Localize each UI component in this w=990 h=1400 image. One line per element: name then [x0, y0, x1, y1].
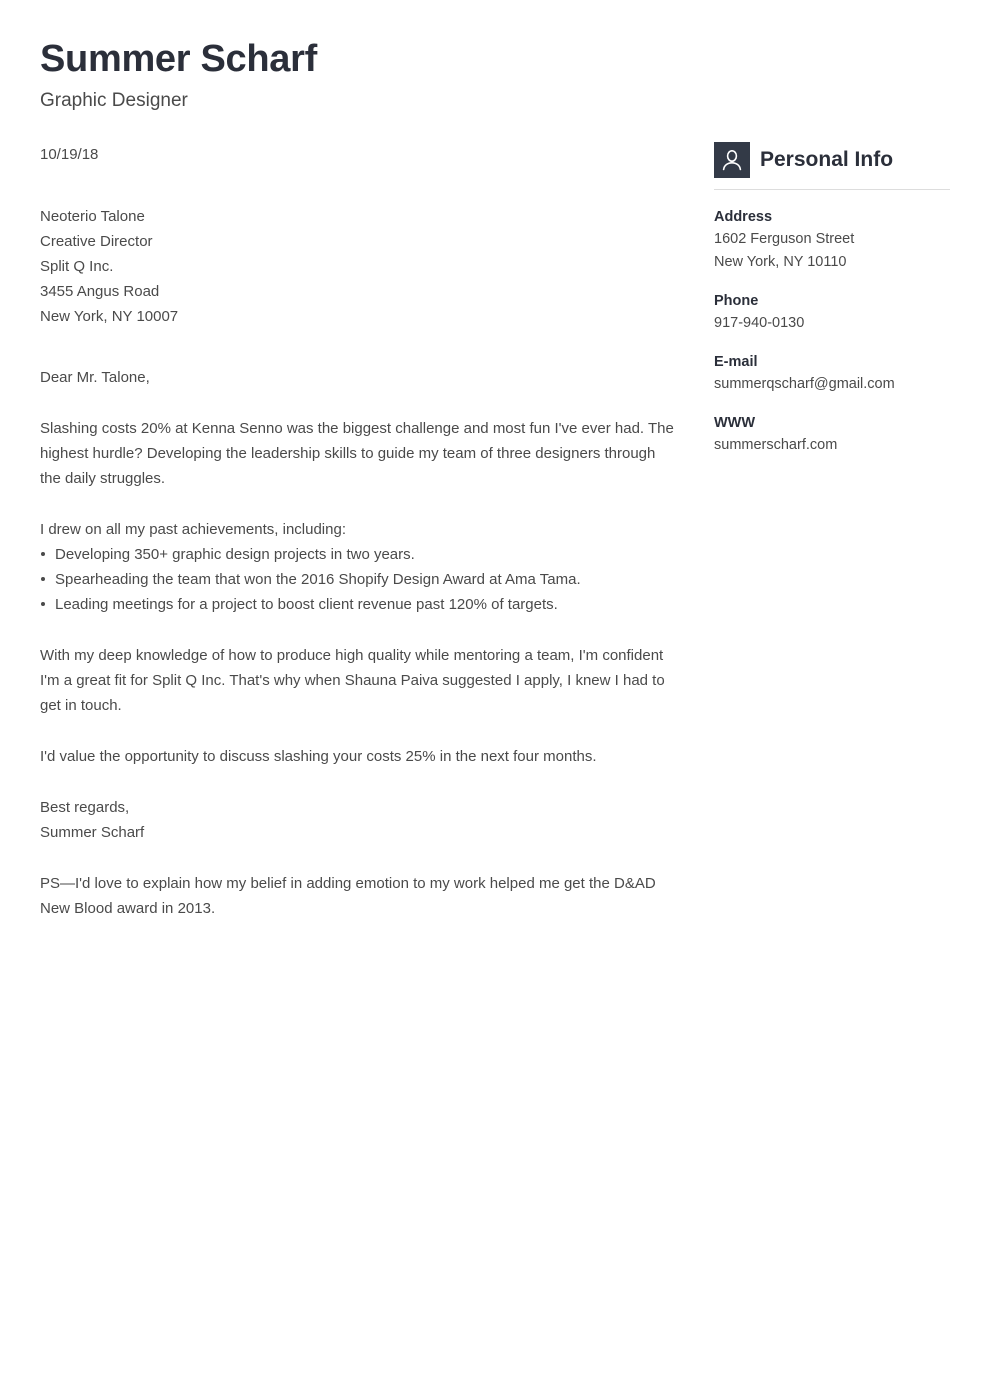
personal-info-heading: Personal Info	[760, 148, 894, 171]
recipient-company: Split Q Inc.	[40, 258, 114, 275]
letter-header	[40, 36, 740, 114]
letter-date: 10/19/18	[40, 146, 99, 163]
info-field-www	[714, 412, 950, 457]
info-label: WWW	[714, 415, 756, 431]
paragraph-opening: Slashing costs 20% at Kenna Senno was the biggest challenge and most fun I've ever had. The highest hurdle? Developing the leadership skills to guide my team of three designers through the daily struggles.	[40, 420, 674, 487]
letter-body	[40, 144, 680, 936]
info-field-address	[714, 206, 950, 274]
applicant-job-title: Graphic Designer	[40, 90, 188, 111]
info-label: Address	[714, 209, 773, 225]
personal-info-header	[714, 142, 950, 190]
postscript: PS—I'd love to explain how my belief in adding emotion to my work helped me get the D&AD New Blood award in 2013.	[40, 875, 656, 917]
info-label: E-mail	[714, 354, 758, 370]
bullet-icon	[41, 577, 45, 581]
bullet-icon	[41, 602, 45, 606]
list-item	[40, 542, 680, 567]
salutation: Dear Mr. Talone,	[40, 369, 150, 386]
recipient-street: 3455 Angus Road	[40, 283, 160, 300]
info-field-email	[714, 351, 950, 396]
person-icon	[714, 142, 750, 178]
info-value[interactable]: summerqscharf@gmail.com	[714, 376, 895, 392]
recipient-address-block	[40, 204, 680, 329]
closing-phrase: Best regards,	[40, 799, 130, 816]
info-value: 1602 Ferguson Street	[714, 231, 855, 247]
info-label: Phone	[714, 293, 759, 309]
info-value[interactable]: summerscharf.com	[714, 437, 838, 453]
list-item	[40, 567, 680, 592]
achievement-text: Developing 350+ graphic design projects in two years.	[55, 546, 415, 563]
info-value[interactable]: 917-940-0130	[714, 315, 805, 331]
achievement-text: Spearheading the team that won the 2016 Shopify Design Award at Ama Tama.	[55, 571, 581, 588]
recipient-city-state-zip: New York, NY 10007	[40, 308, 179, 325]
achievements-list	[40, 542, 680, 617]
applicant-name: Summer Scharf	[40, 38, 317, 80]
bullet-icon	[41, 552, 45, 556]
recipient-title: Creative Director	[40, 233, 153, 250]
paragraph-fit: With my deep knowledge of how to produce high quality while mentoring a team, I'm confident I'm a great fit for Split Q Inc. That's why when Shauna Paiva suggested I apply, I knew I had to get in touch.	[40, 647, 665, 714]
achievement-text: Leading meetings for a project to boost client revenue past 120% of targets.	[55, 596, 558, 613]
achievements-intro: I drew on all my past achievements, including:	[40, 521, 346, 538]
signoff-block	[40, 795, 680, 845]
info-field-phone	[714, 290, 950, 335]
signature-name: Summer Scharf	[40, 824, 145, 841]
recipient-name: Neoterio Talone	[40, 208, 145, 225]
info-value: New York, NY 10110	[714, 254, 847, 270]
paragraph-call-to-action: I'd value the opportunity to discuss slashing your costs 25% in the next four months.	[40, 748, 597, 765]
personal-info-sidebar	[714, 142, 950, 457]
list-item	[40, 592, 680, 617]
